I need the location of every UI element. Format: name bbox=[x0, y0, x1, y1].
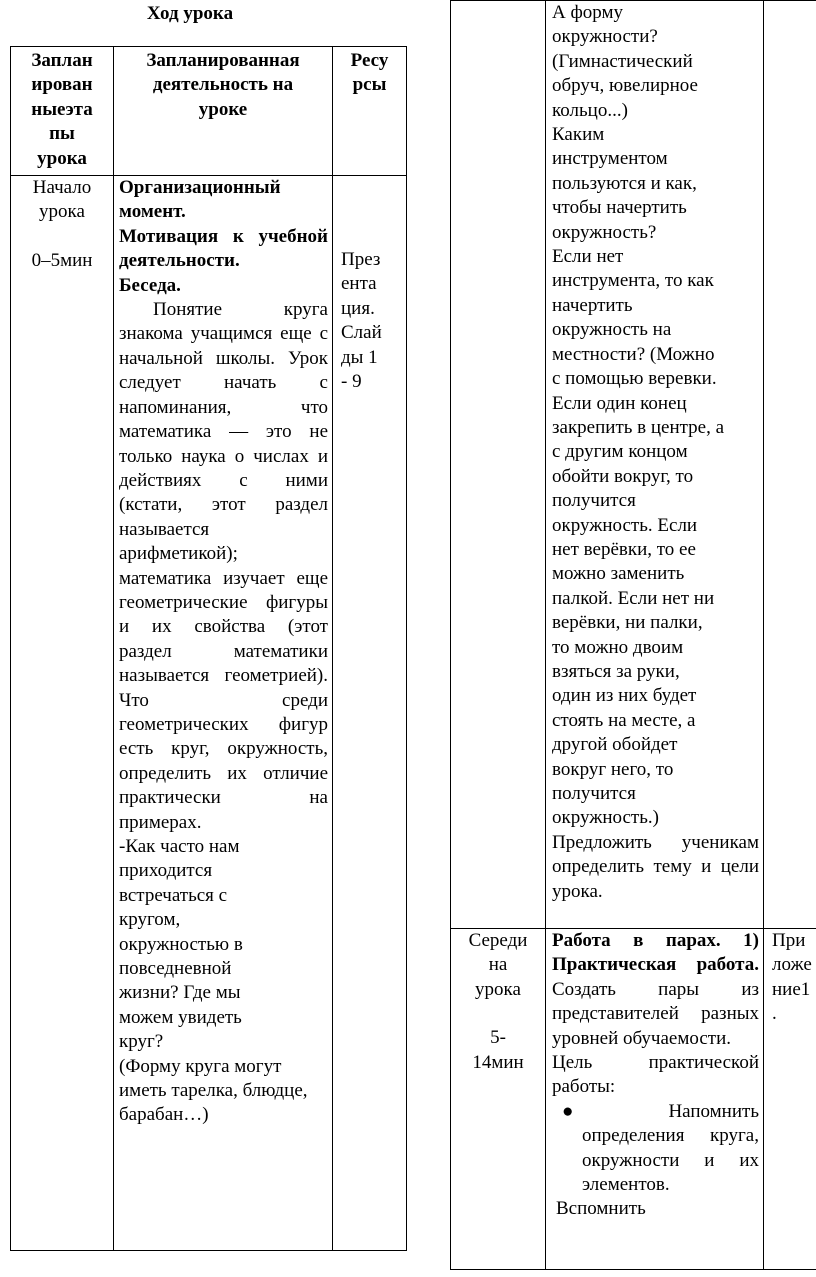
lesson-table-right bbox=[450, 0, 816, 1270]
header-line: деятельность на bbox=[152, 74, 294, 96]
text-line: окружность? bbox=[552, 221, 657, 243]
text-line: окружности? bbox=[552, 26, 658, 48]
text-line: окружность на bbox=[552, 319, 672, 341]
page-title: Ход урока bbox=[146, 3, 234, 24]
resource-line: ция. bbox=[341, 297, 375, 319]
table-header-row bbox=[11, 47, 407, 176]
resource-line: - 9 bbox=[341, 371, 362, 393]
text-line: стоять на месте, а bbox=[552, 709, 696, 731]
header-line: уроке bbox=[198, 98, 248, 120]
text-line: обойти вокруг, то bbox=[552, 465, 694, 487]
text-line: А форму bbox=[552, 2, 624, 23]
stage-time: 5- bbox=[490, 1027, 506, 1049]
stage-cell bbox=[451, 1, 546, 929]
activity-closing: Предложить ученикам определить тему и цели урока. bbox=[552, 831, 759, 902]
text-line: нет верёвки, то ее bbox=[552, 538, 696, 560]
text-line: инструмента, то как bbox=[552, 270, 714, 292]
resources-cell bbox=[764, 1, 816, 929]
activity-heading: Организационный момент. bbox=[119, 177, 281, 223]
activity-cell bbox=[546, 929, 764, 1270]
resource-line: . bbox=[772, 1003, 777, 1025]
stage-cell bbox=[451, 929, 546, 1270]
text-line: один из них будет bbox=[552, 685, 697, 707]
text-line: палкой. Если нет ни bbox=[552, 587, 715, 609]
text-line: вокруг него, то bbox=[552, 758, 674, 780]
stage-cell bbox=[11, 176, 114, 1251]
activity-intro-block bbox=[552, 929, 759, 1051]
text-line: верёвки, ни палки, bbox=[552, 612, 703, 634]
resources-cell bbox=[333, 176, 407, 1251]
bullet-text: Напомнить определения круга, окружности и их элементов. bbox=[582, 1100, 759, 1196]
resource-line: ние1 bbox=[772, 978, 811, 1000]
text-line: Каким bbox=[552, 124, 605, 146]
stage-label: урока bbox=[39, 201, 85, 223]
text-line: то можно двоим bbox=[552, 636, 684, 658]
text-line: кольцо...) bbox=[552, 99, 628, 121]
stage-label: урока bbox=[475, 978, 521, 1000]
header-line: ирован bbox=[31, 74, 93, 96]
table-row bbox=[451, 929, 816, 1270]
header-line: ныеэта bbox=[31, 98, 93, 120]
activity-answer: (Форму круга могут иметь тарелка, блюдце, барабан…) bbox=[119, 1055, 308, 1126]
text-line: с другим концом bbox=[552, 441, 688, 463]
header-line: Запланированная bbox=[146, 50, 300, 71]
bullet-icon: ● bbox=[562, 1100, 669, 1122]
resource-line: ды 1 bbox=[341, 346, 378, 368]
text-line: взяться за руки, bbox=[552, 660, 680, 682]
resource-line: ложе bbox=[772, 954, 812, 976]
header-planned-activity bbox=[114, 47, 333, 176]
resource-line: При bbox=[772, 930, 806, 951]
header-planned-stages bbox=[11, 47, 114, 176]
stage-label: на bbox=[488, 954, 508, 976]
text-line: инструментом bbox=[552, 148, 668, 170]
header-line: урока bbox=[37, 147, 87, 169]
text-line: получится bbox=[552, 490, 636, 512]
text-line: Если нет bbox=[552, 246, 624, 268]
stage-label: Начало bbox=[32, 177, 92, 199]
activity-paragraph: Создать пары из представителей разных уровней обучаемости. bbox=[552, 978, 759, 1049]
header-line: Заплан bbox=[31, 50, 93, 71]
lesson-table-left bbox=[10, 46, 407, 1251]
table-row bbox=[451, 1, 816, 929]
activity-heading: Мотивация к учебной деятельности. bbox=[119, 225, 328, 272]
text-line: получится bbox=[552, 783, 636, 804]
activity-question: -Как часто нам приходится встречаться с кругом, окружностью в повседневной жизни? Где мы можем увидеть круг? bbox=[119, 836, 243, 1053]
resource-line: Слай bbox=[341, 322, 382, 344]
activity-paragraph: Вспомнить bbox=[556, 1198, 646, 1220]
activity-cell bbox=[114, 176, 333, 1251]
header-resources bbox=[333, 47, 407, 176]
activity-goal: Цель практической работы: bbox=[552, 1052, 759, 1098]
header-line: рсы bbox=[352, 74, 387, 96]
resource-line: През bbox=[341, 249, 381, 271]
text-line: чтобы начертить bbox=[552, 197, 687, 219]
text-line: с помощью веревки. bbox=[552, 368, 717, 390]
text-line: начертить bbox=[552, 294, 633, 316]
resource-line: ента bbox=[341, 273, 377, 295]
header-line: пы bbox=[49, 123, 75, 145]
text-line: местности? (Можно bbox=[552, 343, 715, 365]
text-line: закрепить в центре, а bbox=[552, 416, 725, 438]
activity-heading: Беседа. bbox=[119, 274, 181, 296]
resources-cell bbox=[764, 929, 816, 1270]
text-line: окружность.) bbox=[552, 807, 659, 829]
activity-cell bbox=[546, 1, 764, 929]
text-line: можно заменить bbox=[552, 563, 685, 585]
text-line: (Гимнастический bbox=[552, 50, 693, 72]
text-line: окружность. Если bbox=[552, 514, 698, 536]
text-line: обруч, ювелирное bbox=[552, 75, 698, 97]
activity-heading: Работа в парах. 1) Практическая работа. bbox=[552, 930, 759, 976]
stage-time: 14мин bbox=[472, 1051, 524, 1073]
text-line: другой обойдет bbox=[552, 734, 678, 756]
bullet-item bbox=[552, 1100, 759, 1198]
stage-time: 0–5мин bbox=[31, 249, 93, 271]
text-line: Если один конец bbox=[552, 392, 687, 414]
header-line: Ресу bbox=[350, 50, 389, 71]
stage-label: Середи bbox=[468, 930, 528, 951]
activity-paragraph: Понятие круга знакома учащимся еще с начальной школы. Урок следует начать с напоминания, что математика — это не только наука о числах и действиях с ними (кстати, этот раздел называется арифметикой); математика изучает еще геометрические фигуры и их свойства (этот раздел математики называется геометрией). Что среди геометрических фигур есть круг, окружность, определить их отличие практически на примерах. bbox=[119, 299, 328, 833]
table-row bbox=[11, 176, 407, 1251]
text-line: пользуются и как, bbox=[552, 172, 697, 194]
